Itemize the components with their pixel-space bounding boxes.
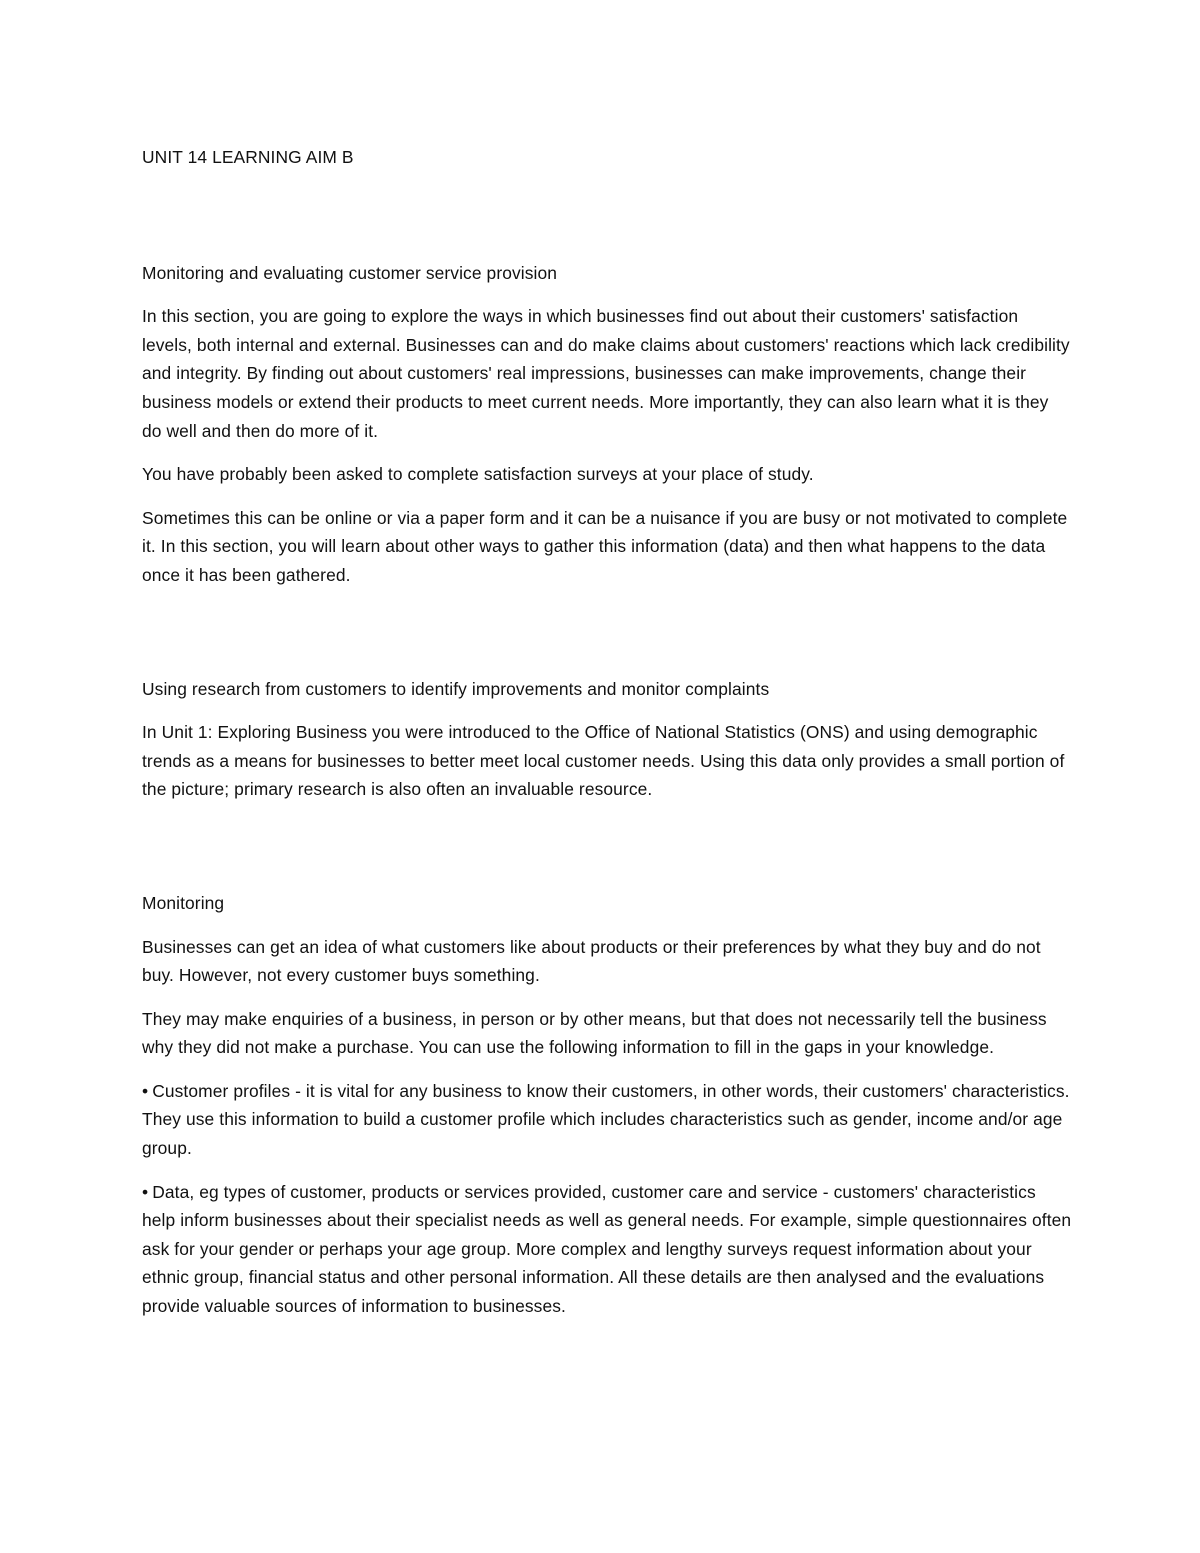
document-title: UNIT 14 LEARNING AIM B <box>142 147 354 167</box>
paragraph: They may make enquiries of a business, in person or by other means, but that does not necessarily tell the business why they did not make a purchase. You can use the following information to fill in the gaps in your knowledge. <box>142 1008 1047 1058</box>
document-body <box>142 143 1072 1336</box>
bullet-text: Customer profiles - it is vital for any business to know their customers, in other words, their customers' characteristics. They use this information to build a customer profile which includes characteristics such as gender, income and/or age group. <box>142 1080 1070 1159</box>
bullet-item-customer-profiles <box>142 1077 1072 1163</box>
section-using-research <box>142 675 1072 804</box>
bullet-item-data <box>142 1178 1072 1321</box>
section-spacer <box>142 819 1072 889</box>
section-customer-service-provision <box>142 259 1072 590</box>
paragraph: Sometimes this can be online or via a paper form and it can be a nuisance if you are busy or not motivated to complete it. In this section, you will learn about other ways to gather this information (data) and then what happens to the data once it has been gathered. <box>142 507 1068 585</box>
paragraph: In this section, you are going to explore the ways in which businesses find out about their customers' satisfaction levels, both internal and external. Businesses can and do make claims about customers' reactions which lack credibility and integrity. By finding out about customers' real impressions, businesses can make improvements, change their business models or extend their products to meet current needs. More importantly, they can also learn what it is they do well and then do more of it. <box>142 306 1070 441</box>
section-spacer <box>142 605 1072 675</box>
bullet-icon: • <box>142 1181 149 1202</box>
bullet-text: Data, eg types of customer, products or services provided, customer care and service - customers' characteristics help inform businesses about their specialist needs as well as general needs. For example, simple questionnaires often ask for your gender or perhaps your age group. More complex and lengthy surveys request information about your ethnic group, financial status and other personal information. All these details are then analysed and the evaluations provide valuable sources of information to businesses. <box>142 1181 1072 1317</box>
section-monitoring <box>142 889 1072 1321</box>
section-heading: Monitoring and evaluating customer service provision <box>142 262 558 283</box>
paragraph: You have probably been asked to complete satisfaction surveys at your place of study. <box>142 464 814 485</box>
section-heading: Monitoring <box>142 892 225 913</box>
section-heading: Using research from customers to identify improvements and monitor complaints <box>142 678 770 699</box>
bullet-icon: • <box>142 1080 149 1101</box>
paragraph: In Unit 1: Exploring Business you were introduced to the Office of National Statistics (ONS) and using demographic trends as a means for businesses to better meet local customer needs. Using this data only provides a small portion of the picture; primary research is also often an invaluable resource. <box>142 722 1065 800</box>
paragraph: Businesses can get an idea of what customers like about products or their preferences by what they buy and do not buy. However, not every customer buys something. <box>142 936 1041 986</box>
